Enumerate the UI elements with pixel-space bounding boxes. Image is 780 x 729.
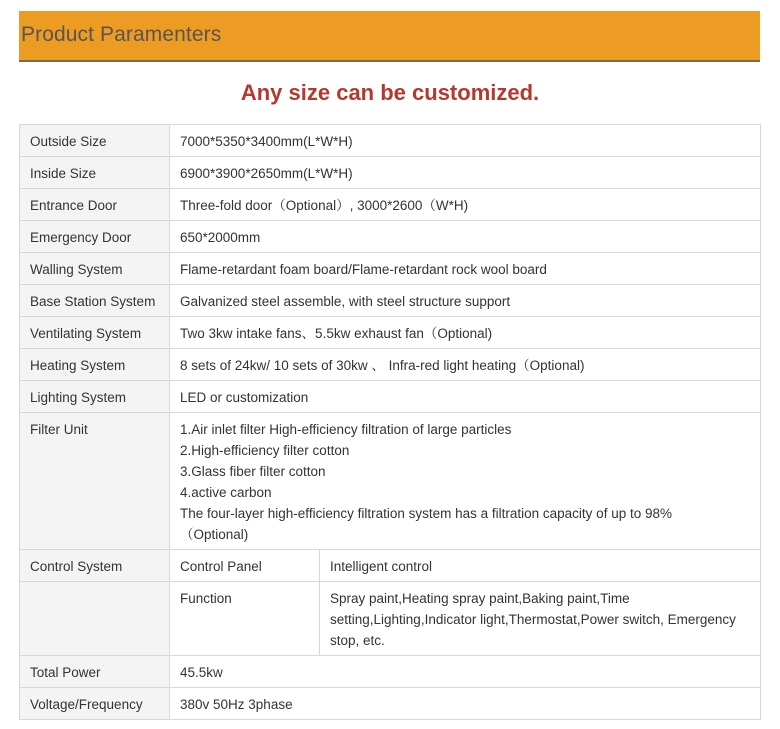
spec-value: 8 sets of 24kw/ 10 sets of 30kw 、 Infra-red light heating（Optional) bbox=[170, 349, 761, 381]
spec-row-entrance-door bbox=[20, 189, 761, 221]
filter-line: 4.active carbon bbox=[180, 485, 272, 500]
spec-row-emergency-door bbox=[20, 221, 761, 253]
spec-value: Flame-retardant foam board/Flame-retardant rock wool board bbox=[170, 253, 761, 285]
spec-label: Inside Size bbox=[20, 157, 170, 189]
spec-row-heating-system bbox=[20, 349, 761, 381]
spec-label: Walling System bbox=[20, 253, 170, 285]
spec-label: Lighting System bbox=[20, 381, 170, 413]
filter-line: 3.Glass fiber filter cotton bbox=[180, 464, 326, 479]
spec-value: Three-fold door（Optional）, 3000*2600（W*H) bbox=[170, 189, 761, 221]
spec-row-filter-unit bbox=[20, 413, 761, 550]
filter-line: The four-layer high-efficiency filtration system has a filtration capacity of up to 98% bbox=[180, 506, 672, 521]
spec-value: LED or customization bbox=[170, 381, 761, 413]
spec-sub-key: Function bbox=[170, 582, 320, 656]
spec-label: Entrance Door bbox=[20, 189, 170, 221]
spec-row-walling-system bbox=[20, 253, 761, 285]
section-header bbox=[19, 11, 760, 61]
spec-value: 6900*3900*2650mm(L*W*H) bbox=[170, 157, 761, 189]
header-divider bbox=[19, 60, 760, 62]
spec-sub-value: Spray paint,Heating spray paint,Baking paint,Time setting,Lighting,Indicator light,Thermostat,Power switch, Emergency stop, etc. bbox=[320, 582, 761, 656]
spec-label: Ventilating System bbox=[20, 317, 170, 349]
spec-value: Galvanized steel assemble, with steel structure support bbox=[170, 285, 761, 317]
spec-value: 7000*5350*3400mm(L*W*H) bbox=[170, 125, 761, 157]
spec-label: Heating System bbox=[20, 349, 170, 381]
spec-row-lighting-system bbox=[20, 381, 761, 413]
specs-table bbox=[19, 124, 761, 720]
spec-label: Control System bbox=[20, 550, 170, 582]
spec-label: Base Station System bbox=[20, 285, 170, 317]
spec-row-control-panel bbox=[20, 550, 761, 582]
spec-row-outside-size bbox=[20, 125, 761, 157]
filter-line: （Optional) bbox=[180, 527, 249, 542]
spec-value: Two 3kw intake fans、5.5kw exhaust fan（Optional) bbox=[170, 317, 761, 349]
spec-value: 45.5kw bbox=[170, 656, 761, 688]
spec-label: Emergency Door bbox=[20, 221, 170, 253]
spec-row-function bbox=[20, 582, 761, 656]
spec-sub-key: Control Panel bbox=[170, 550, 320, 582]
spec-row-ventilating-system bbox=[20, 317, 761, 349]
spec-row-voltage-frequency bbox=[20, 688, 761, 720]
spec-value-list bbox=[170, 413, 761, 550]
spec-label: Filter Unit bbox=[20, 413, 170, 550]
spec-label: Total Power bbox=[20, 656, 170, 688]
filter-line: 2.High-efficiency filter cotton bbox=[180, 443, 350, 458]
spec-row-total-power bbox=[20, 656, 761, 688]
spec-sub-value: Intelligent control bbox=[320, 550, 761, 582]
spec-label-empty bbox=[20, 582, 170, 656]
spec-value: 380v 50Hz 3phase bbox=[170, 688, 761, 720]
spec-row-base-station-system bbox=[20, 285, 761, 317]
filter-line: 1.Air inlet filter High-efficiency filtration of large particles bbox=[180, 422, 512, 437]
spec-label: Voltage/Frequency bbox=[20, 688, 170, 720]
spec-row-inside-size bbox=[20, 157, 761, 189]
customization-note: Any size can be customized. bbox=[240, 80, 540, 105]
spec-label: Outside Size bbox=[20, 125, 170, 157]
spec-value: 650*2000mm bbox=[170, 221, 761, 253]
section-title: Product Paramenters bbox=[21, 23, 222, 46]
